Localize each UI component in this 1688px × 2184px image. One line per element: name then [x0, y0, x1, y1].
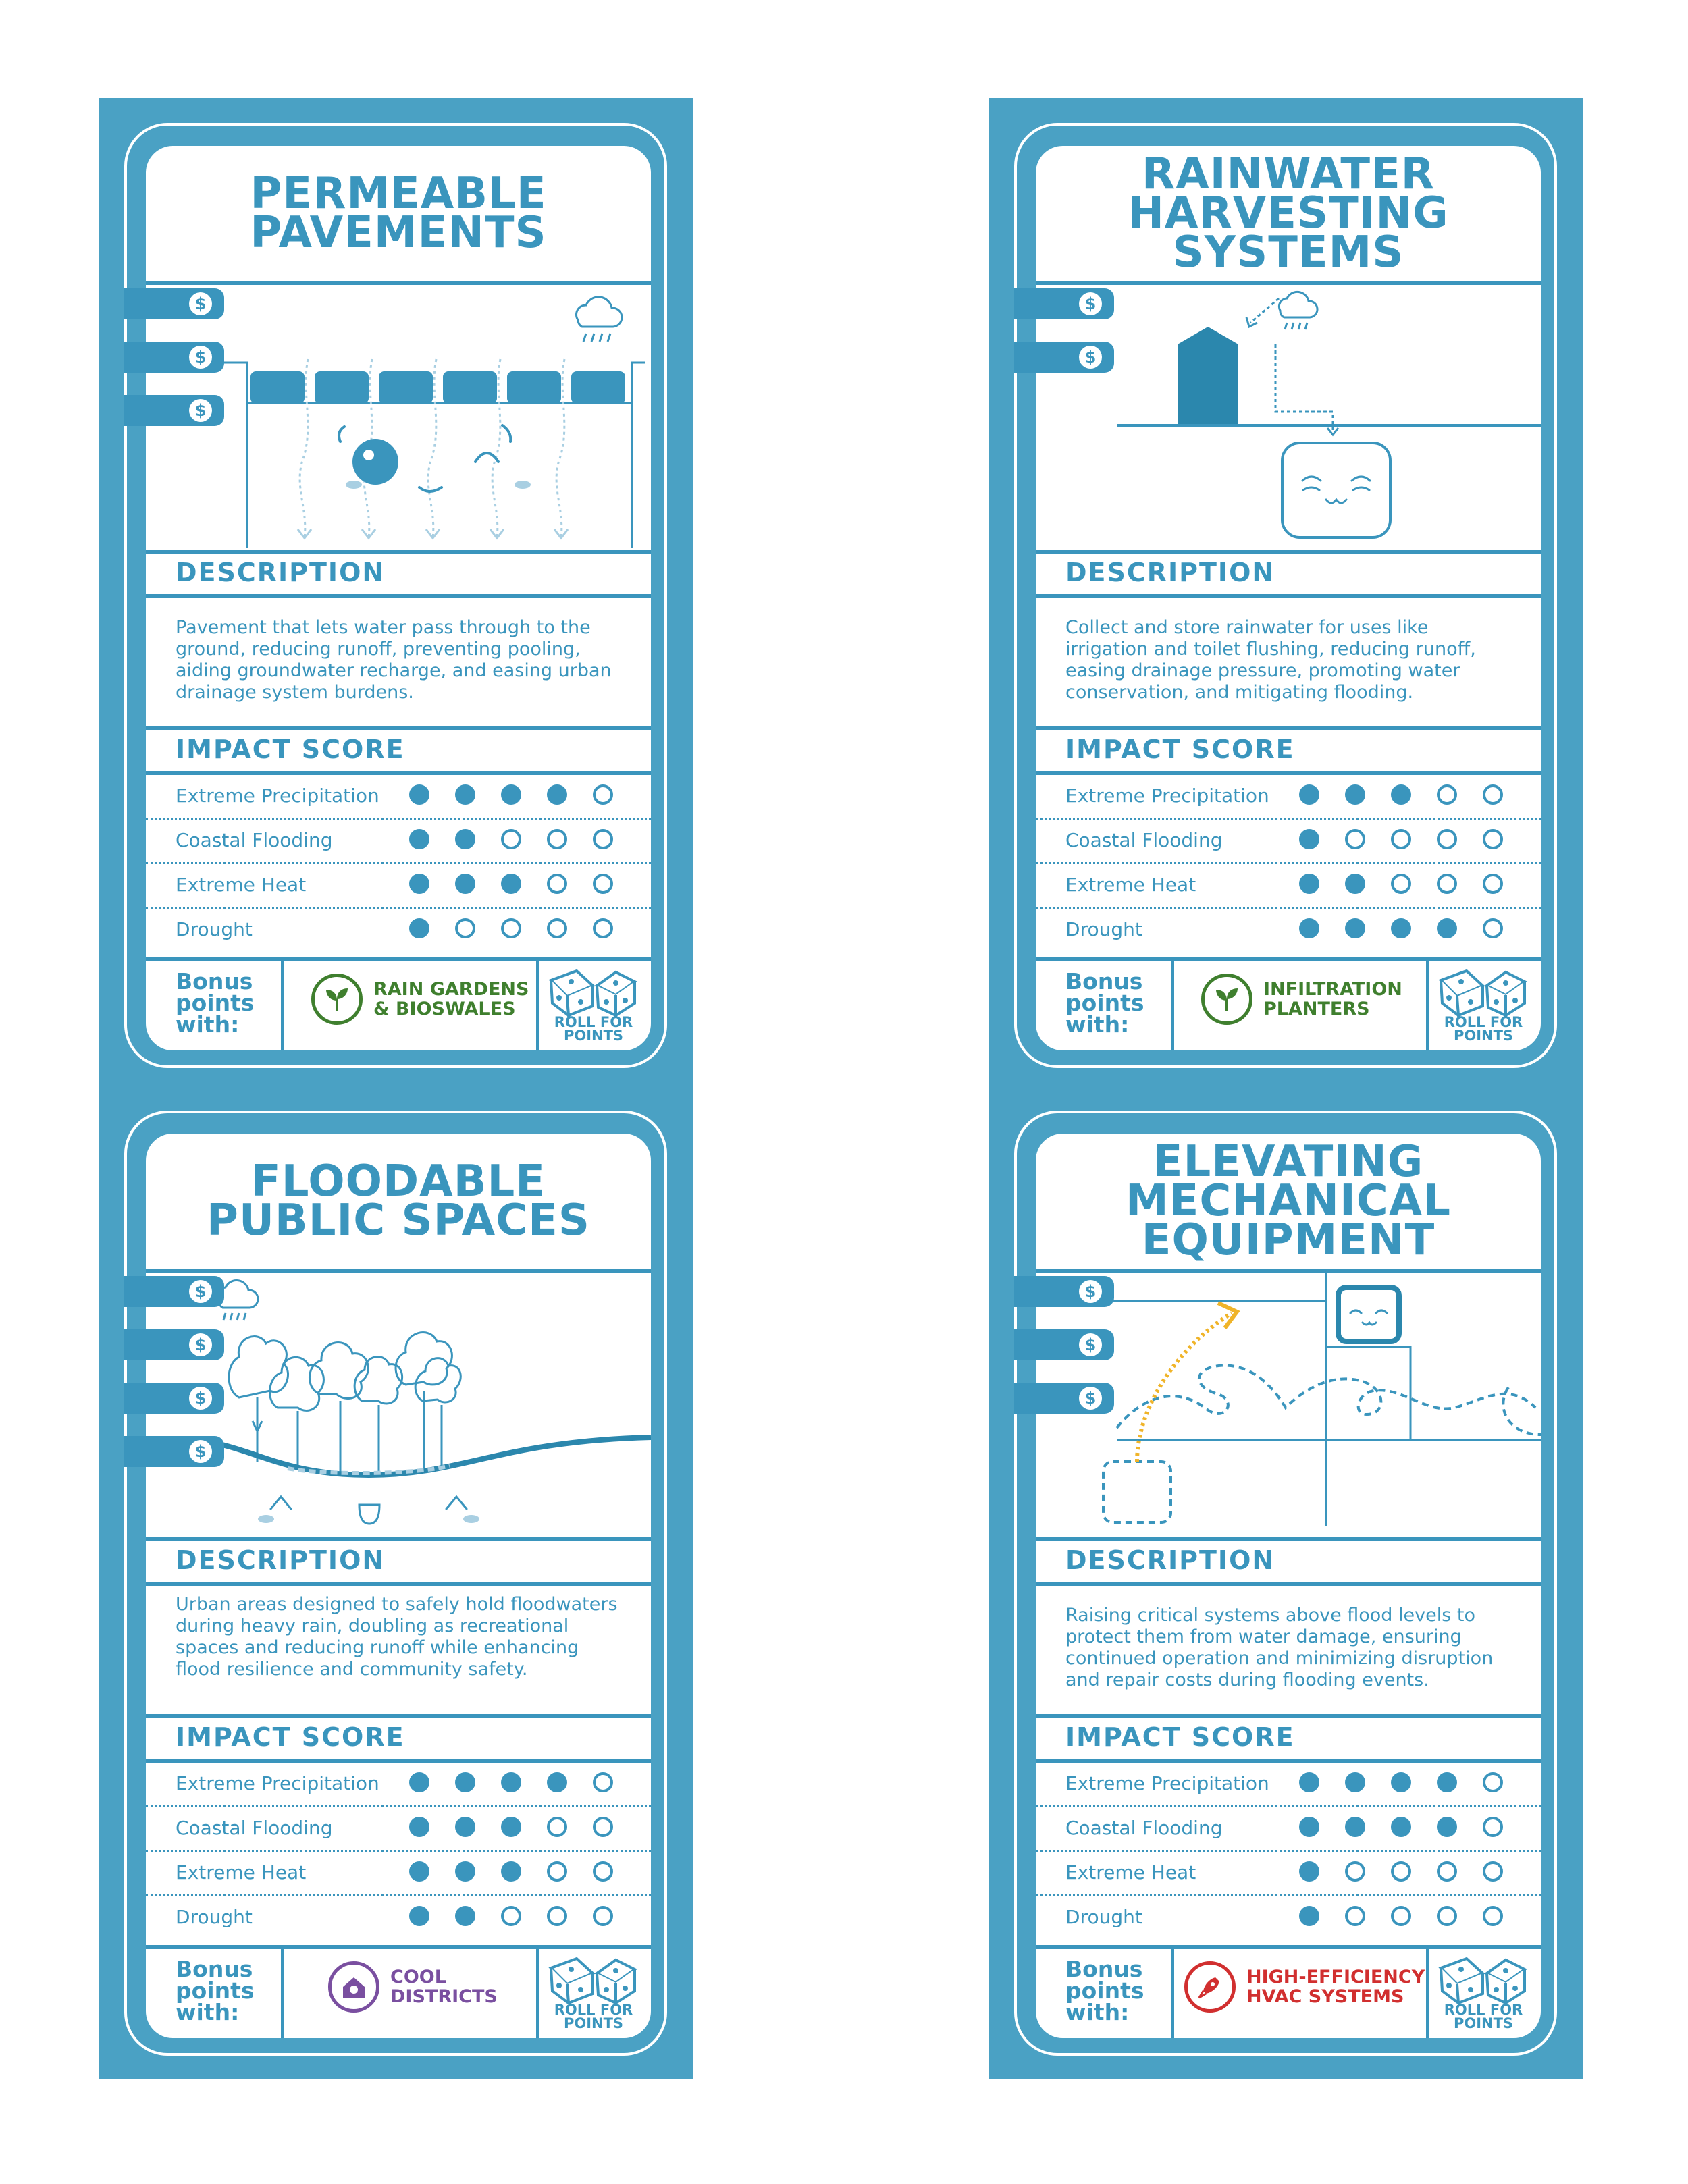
score-dot-filled: [1345, 784, 1365, 805]
score-dot-filled: [409, 1772, 429, 1792]
score-dot-filled: [1391, 1817, 1411, 1837]
score-dot-filled: [409, 1861, 429, 1882]
score-dot-empty: [593, 829, 613, 849]
impact-label: Drought: [1065, 918, 1142, 940]
impact-label: Extreme Heat: [1065, 1861, 1196, 1884]
score-dot-empty: [1437, 874, 1457, 894]
score-dot-filled: [547, 784, 567, 805]
impact-score-dots: [1299, 1906, 1503, 1926]
impact-label: Extreme Precipitation: [1065, 784, 1269, 807]
score-dot-filled: [1391, 1772, 1411, 1792]
description-heading: DESCRIPTION: [1065, 558, 1275, 587]
cost-tab: [1014, 1276, 1114, 1307]
impact-row: [146, 1896, 651, 1937]
bonus-label: Bonus points with:: [1065, 1956, 1144, 2025]
score-dot-filled: [409, 1817, 429, 1837]
score-dot-filled: [547, 1772, 567, 1792]
score-dot-filled: [1391, 784, 1411, 805]
bonus-reference-text: RAIN GARDENS & BIOSWALES: [373, 979, 529, 1019]
score-dot-empty: [1483, 829, 1503, 849]
impact-row: [146, 1807, 651, 1848]
impact-score-dots: [409, 874, 613, 894]
impact-label: Drought: [1065, 1906, 1142, 1928]
impact-row: [146, 864, 651, 905]
score-dot-empty: [1483, 1817, 1503, 1837]
dollar-coin-icon: $: [1079, 292, 1102, 315]
score-dot-empty: [501, 829, 521, 849]
cost-tab: [124, 1329, 224, 1360]
score-dot-empty: [593, 1861, 613, 1882]
cost-tab: [124, 1436, 224, 1467]
score-dot-empty: [455, 918, 475, 938]
sprout-icon: [311, 974, 363, 1025]
description-text: Raising critical systems above flood levels to protect them from water damage, ensuring continued operation and minimizing disruption and repair costs during flooding events.: [1065, 1605, 1494, 1690]
bonus-reference-text: INFILTRATION PLANTERS: [1263, 979, 1402, 1019]
impact-heading: IMPACT SCORE: [176, 735, 405, 764]
score-dot-filled: [1437, 1817, 1457, 1837]
impact-row: [1036, 1763, 1541, 1803]
score-dot-empty: [1391, 1906, 1411, 1926]
score-dot-empty: [1391, 829, 1411, 849]
score-dot-empty: [593, 784, 613, 805]
impact-heading: IMPACT SCORE: [176, 1722, 405, 1752]
impact-score-dots: [1299, 874, 1503, 894]
impact-score-dots: [409, 1861, 613, 1882]
score-dot-empty: [501, 918, 521, 938]
score-dot-filled: [1391, 918, 1411, 938]
score-dot-filled: [1299, 874, 1319, 894]
impact-score-dots: [1299, 1772, 1503, 1792]
card-title: ELEVATING MECHANICAL EQUIPMENT: [1125, 1137, 1452, 1265]
roll-for-points-button[interactable]: [536, 961, 651, 1050]
score-dot-empty: [1437, 784, 1457, 805]
impact-score-dots: [409, 918, 613, 938]
score-dot-empty: [1483, 874, 1503, 894]
score-dot-filled: [455, 784, 475, 805]
impact-label: Extreme Precipitation: [176, 1772, 379, 1794]
score-dot-empty: [593, 1906, 613, 1926]
cost-tab: [1014, 1329, 1114, 1360]
score-dot-filled: [455, 829, 475, 849]
score-dot-filled: [409, 874, 429, 894]
card-title: PERMEABLE PAVEMENTS: [250, 169, 547, 258]
impact-score-dots: [1299, 829, 1503, 849]
score-dot-filled: [409, 918, 429, 938]
dollar-coin-icon: $: [1079, 346, 1102, 369]
dice-icon: [536, 961, 651, 1017]
card-floodable-public-spaces[interactable]: [124, 1111, 667, 2056]
impact-row: [146, 1763, 651, 1803]
impact-score-dots: [409, 1906, 613, 1926]
impact-row: [1036, 775, 1541, 816]
description-text: Urban areas designed to safely hold floodwaters during heavy rain, doubling as recreational spaces and reducing runoff while enhancing flood resilience and community safety.: [176, 1594, 618, 1680]
score-dot-empty: [1345, 829, 1365, 849]
dollar-coin-icon: $: [189, 1280, 212, 1303]
bonus-reference: [328, 1961, 498, 2013]
score-dot-filled: [1299, 1772, 1319, 1792]
score-dot-filled: [455, 1817, 475, 1837]
rain-cloud-icon: [1279, 292, 1317, 329]
impact-score-dots: [1299, 918, 1503, 938]
roll-for-points-label: ROLL FOR POINTS: [554, 2002, 633, 2031]
description-heading: DESCRIPTION: [1065, 1545, 1275, 1575]
bonus-section: [146, 1949, 651, 2038]
dollar-coin-icon: $: [189, 292, 212, 315]
card-rainwater-harvesting-systems[interactable]: [1014, 123, 1557, 1068]
score-dot-filled: [409, 829, 429, 849]
impact-heading: IMPACT SCORE: [1065, 1722, 1295, 1752]
score-dot-empty: [547, 874, 567, 894]
description-text: Collect and store rainwater for uses like irrigation and toilet flushing, reducing runoff, easing drainage pressure, promoting water conservation, and mitigating flooding.: [1065, 617, 1476, 703]
sprout-icon: [1201, 974, 1252, 1025]
score-dot-empty: [1391, 874, 1411, 894]
impact-label: Drought: [176, 1906, 253, 1928]
score-dot-filled: [409, 1906, 429, 1926]
cost-tab: [124, 342, 224, 373]
bonus-reference: [1184, 1961, 1425, 2013]
score-dot-empty: [593, 874, 613, 894]
score-dot-empty: [1391, 1861, 1411, 1882]
dollar-coin-icon: $: [189, 346, 212, 369]
impact-row: [1036, 909, 1541, 949]
impact-label: Coastal Flooding: [176, 829, 333, 851]
impact-score-dots: [409, 829, 613, 849]
dollar-coin-icon: $: [1079, 1280, 1102, 1303]
cost-tab: [124, 395, 224, 426]
score-dot-filled: [455, 1906, 475, 1926]
score-dot-filled: [501, 1861, 521, 1882]
impact-row: [146, 820, 651, 860]
impact-score-dots: [1299, 1817, 1503, 1837]
impact-label: Extreme Heat: [1065, 874, 1196, 896]
rocket-icon: [1184, 1961, 1236, 2013]
bonus-reference-text: COOL DISTRICTS: [390, 1967, 498, 2007]
roll-for-points-button[interactable]: [1426, 1949, 1541, 2038]
score-dot-filled: [501, 874, 521, 894]
impact-score-dots: [1299, 784, 1503, 805]
dice-icon: [536, 1949, 651, 2004]
score-dot-empty: [593, 1817, 613, 1837]
score-dot-empty: [593, 918, 613, 938]
impact-row: [1036, 820, 1541, 860]
score-dot-filled: [1299, 918, 1319, 938]
score-dot-filled: [1299, 1817, 1319, 1837]
score-dot-empty: [1483, 918, 1503, 938]
roll-for-points-label: ROLL FOR POINTS: [554, 1014, 633, 1044]
impact-row: [146, 775, 651, 816]
score-dot-filled: [1299, 1906, 1319, 1926]
impact-row: [1036, 1852, 1541, 1892]
cost-tab: [124, 1383, 224, 1414]
impact-label: Extreme Precipitation: [176, 784, 379, 807]
impact-label: Coastal Flooding: [1065, 829, 1223, 851]
score-dot-filled: [1345, 1772, 1365, 1792]
score-dot-empty: [1483, 784, 1503, 805]
roll-for-points-label: ROLL FOR POINTS: [1444, 1014, 1523, 1044]
card-title: FLOODABLE PUBLIC SPACES: [207, 1156, 590, 1246]
card-elevating-mechanical-equipment[interactable]: [1014, 1111, 1557, 2056]
impact-row: [1036, 1896, 1541, 1937]
score-dot-filled: [501, 1817, 521, 1837]
card-permeable-pavements[interactable]: [124, 123, 667, 1068]
impact-label: Coastal Flooding: [176, 1817, 333, 1839]
impact-score-dots: [409, 1817, 613, 1837]
card-title: RAINWATER HARVESTING SYSTEMS: [1128, 149, 1449, 277]
score-dot-filled: [1345, 1817, 1365, 1837]
score-dot-filled: [1299, 829, 1319, 849]
impact-row: [146, 909, 651, 949]
score-dot-filled: [1299, 784, 1319, 805]
dollar-coin-icon: $: [189, 1333, 212, 1356]
score-dot-empty: [1345, 1906, 1365, 1926]
score-dot-empty: [1483, 1772, 1503, 1792]
cost-tab: [1014, 288, 1114, 319]
dollar-coin-icon: $: [189, 1387, 212, 1410]
score-dot-empty: [547, 918, 567, 938]
roll-for-points-button[interactable]: [536, 1949, 651, 2038]
dollar-coin-icon: $: [1079, 1333, 1102, 1356]
score-dot-filled: [409, 784, 429, 805]
impact-label: Drought: [176, 918, 253, 940]
score-dot-empty: [1437, 1906, 1457, 1926]
description-text: Pavement that lets water pass through to the ground, reducing runoff, preventing pooling, aiding groundwater recharge, and easing urban drainage system burdens.: [176, 617, 612, 703]
score-dot-empty: [1483, 1906, 1503, 1926]
description-heading: DESCRIPTION: [176, 558, 386, 587]
bonus-reference-text: HIGH-EFFICIENCY HVAC SYSTEMS: [1246, 1967, 1425, 2007]
score-dot-empty: [547, 1817, 567, 1837]
score-dot-empty: [1437, 829, 1457, 849]
impact-label: Extreme Heat: [176, 874, 307, 896]
score-dot-filled: [501, 784, 521, 805]
impact-row: [1036, 1807, 1541, 1848]
bonus-label: Bonus points with:: [176, 968, 255, 1038]
score-dot-filled: [1345, 874, 1365, 894]
impact-label: Coastal Flooding: [1065, 1817, 1223, 1839]
description-heading: DESCRIPTION: [176, 1545, 386, 1575]
score-dot-filled: [455, 874, 475, 894]
impact-score-dots: [409, 784, 613, 805]
impact-heading: IMPACT SCORE: [1065, 735, 1295, 764]
score-dot-filled: [455, 1861, 475, 1882]
score-dot-filled: [501, 1772, 521, 1792]
dollar-coin-icon: $: [189, 1440, 212, 1463]
dollar-coin-icon: $: [189, 399, 212, 422]
score-dot-filled: [455, 1772, 475, 1792]
bonus-section: [1036, 961, 1541, 1050]
cost-tab: [1014, 1383, 1114, 1414]
impact-row: [1036, 864, 1541, 905]
score-dot-empty: [1483, 1861, 1503, 1882]
bonus-reference: [1201, 974, 1402, 1025]
score-dot-empty: [1345, 1861, 1365, 1882]
impact-score-dots: [409, 1772, 613, 1792]
dollar-coin-icon: $: [1079, 1387, 1102, 1410]
score-dot-empty: [593, 1772, 613, 1792]
score-dot-empty: [547, 829, 567, 849]
score-dot-filled: [1437, 918, 1457, 938]
dice-icon: [1426, 1949, 1541, 2004]
house-icon: [328, 1961, 379, 2013]
roll-for-points-button[interactable]: [1426, 961, 1541, 1050]
impact-row: [146, 1852, 651, 1892]
bonus-section: [146, 961, 651, 1050]
cost-tab: [1014, 342, 1114, 373]
score-dot-filled: [1345, 918, 1365, 938]
score-dot-empty: [547, 1906, 567, 1926]
score-dot-filled: [1437, 1772, 1457, 1792]
bonus-label: Bonus points with:: [1065, 968, 1144, 1038]
impact-label: Extreme Heat: [176, 1861, 307, 1884]
rain-cloud-icon: [576, 297, 622, 342]
bonus-label: Bonus points with:: [176, 1956, 255, 2025]
score-dot-empty: [547, 1861, 567, 1882]
impact-score-dots: [1299, 1861, 1503, 1882]
score-dot-filled: [1299, 1861, 1319, 1882]
score-dot-empty: [1437, 1861, 1457, 1882]
illustration-rainwater-harvesting: [1036, 285, 1541, 550]
impact-label: Extreme Precipitation: [1065, 1772, 1269, 1794]
bonus-section: [1036, 1949, 1541, 2038]
bonus-reference: [311, 974, 529, 1025]
cost-tab: [124, 1276, 224, 1307]
dice-icon: [1426, 961, 1541, 1017]
roll-for-points-label: ROLL FOR POINTS: [1444, 2002, 1523, 2031]
cost-tab: [124, 288, 224, 319]
score-dot-empty: [501, 1906, 521, 1926]
